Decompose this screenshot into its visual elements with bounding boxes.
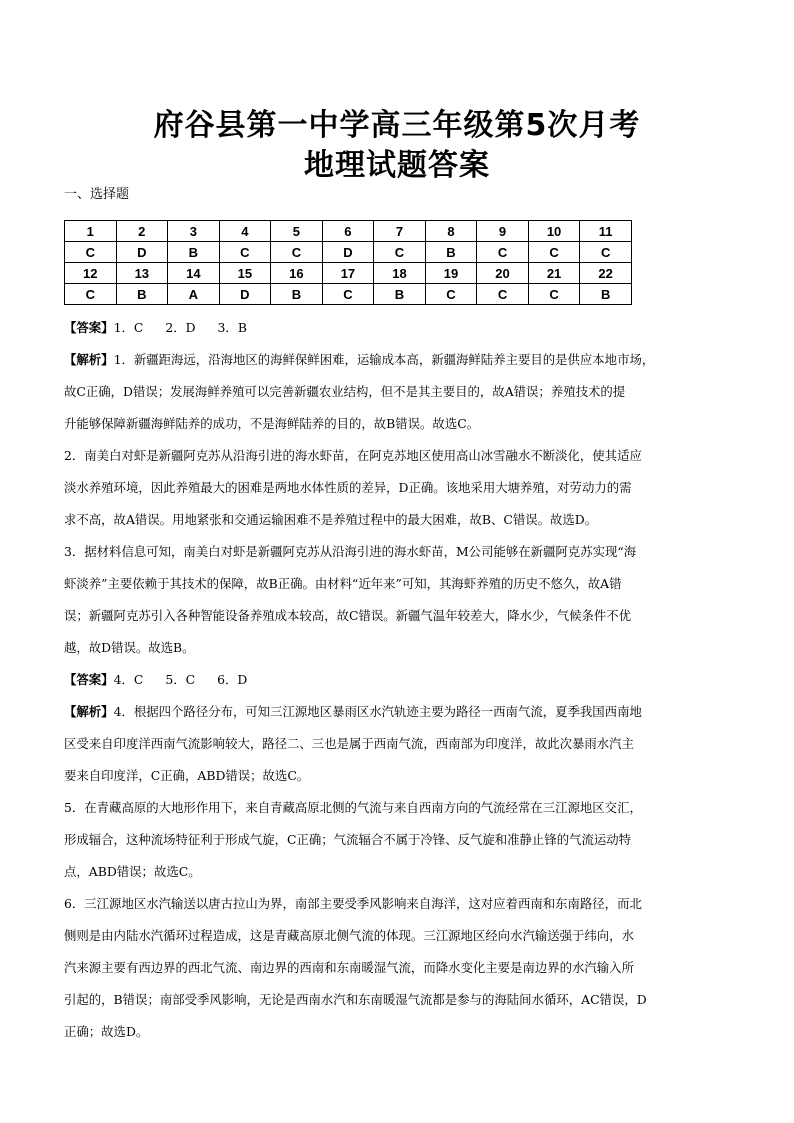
- table-cell: 15: [219, 263, 271, 284]
- analysis-line: 5．在青藏高原的大地形作用下，来自青藏高原北侧的气流与来自西南方向的气流经常在三江源地区交汇，: [64, 800, 642, 815]
- table-cell: 13: [116, 263, 168, 284]
- answer-table: [64, 220, 632, 305]
- table-row: [65, 221, 632, 242]
- page-title-line2: 地理试题答案: [304, 148, 490, 183]
- table-cell: B: [168, 242, 220, 263]
- analysis-line: 引起的，B错误；南部受季风影响，无论是西南水汽和东南暖湿气流都是参与的海陆间水循环，AC错误，D: [64, 992, 647, 1007]
- table-cell: C: [65, 284, 117, 305]
- table-cell: C: [477, 242, 529, 263]
- table-cell: 20: [477, 263, 529, 284]
- table-cell: 6: [322, 221, 374, 242]
- page-title-line1: 府谷县第一中学高三年级第5次月考: [153, 108, 641, 143]
- answer-item: 4．C: [113, 672, 144, 687]
- analysis-line: 6．三江源地区水汽输送以唐古拉山为界，南部主要受季风影响来自海洋，这对应着西南和东南路径，而北: [64, 896, 642, 911]
- table-cell: 16: [271, 263, 323, 284]
- table-cell: B: [374, 284, 426, 305]
- table-cell: B: [271, 284, 323, 305]
- analysis-line: 越，故D错误。故选B。: [64, 640, 195, 655]
- table-cell: C: [425, 284, 477, 305]
- table-cell: C: [374, 242, 426, 263]
- table-cell: 7: [374, 221, 426, 242]
- table-cell: 5: [271, 221, 323, 242]
- analysis-line: 升能够保障新疆海鲜陆养的成功，不是海鲜陆养的目的，故B错误。故选C。: [64, 416, 480, 431]
- table-cell: 18: [374, 263, 426, 284]
- table-cell: 3: [168, 221, 220, 242]
- answer-line: [64, 312, 744, 344]
- table-cell: D: [322, 242, 374, 263]
- table-cell: C: [580, 242, 632, 263]
- analysis-line: 区受来自印度洋西南气流影响较大，路径二、三也是属于西南气流，西南部为印度洋，故此次暴雨水汽主: [64, 736, 634, 751]
- analysis-label: 【解析】: [64, 352, 114, 367]
- answer-item: 6．D: [217, 672, 248, 687]
- table-cell: 17: [322, 263, 374, 284]
- table-cell: C: [477, 284, 529, 305]
- table-cell: D: [219, 284, 271, 305]
- answer-line: [64, 664, 744, 696]
- table-cell: 4: [219, 221, 271, 242]
- analysis-line: 虾淡养”主要依赖于其技术的保障，故B正确。由材料“近年来”可知，其海虾养殖的历史不悠久，故A错: [64, 576, 622, 591]
- table-cell: 2: [116, 221, 168, 242]
- analysis-line: [64, 344, 744, 376]
- table-row: [65, 284, 632, 305]
- analysis-text: 4．根据四个路径分布，可知三江源地区暴雨区水汽轨迹主要为路径一西南气流，夏季我国西南地: [113, 704, 642, 719]
- answer-label: 【答案】: [64, 320, 114, 335]
- analysis-line: 求不高，故A错误。用地紧张和交通运输困难不是养殖过程中的最大困难，故B、C错误。故选D。: [64, 512, 598, 527]
- analysis-line: 汽来源主要有西边界的西北气流、南边界的西南和东南暖湿气流，而降水变化主要是南边界的水汽输入所: [64, 960, 634, 975]
- table-cell: B: [425, 242, 477, 263]
- analysis-line: 侧则是由内陆水汽循环过程造成，这是青藏高原北侧气流的体现。三江源地区经向水汽输送强于纬向，水: [64, 928, 634, 943]
- table-cell: 22: [580, 263, 632, 284]
- analysis-line: 正确；故选D。: [64, 1024, 149, 1039]
- analysis-line: 误；新疆阿克苏引入各种智能设备养殖成本较高，故C错误。新疆气温年较差大，降水少，气候条件不优: [64, 608, 632, 623]
- analysis-text: 1．新疆距海远，沿海地区的海鲜保鲜困难，运输成本高，新疆海鲜陆养主要目的是供应本地市场，: [113, 352, 655, 367]
- answer-item: 2．D: [165, 320, 196, 335]
- table-cell: D: [116, 242, 168, 263]
- table-cell: 11: [580, 221, 632, 242]
- table-cell: A: [168, 284, 220, 305]
- section-heading: 一、选择题: [64, 187, 130, 202]
- table-cell: 12: [65, 263, 117, 284]
- table-cell: C: [219, 242, 271, 263]
- table-cell: C: [271, 242, 323, 263]
- table-cell: 9: [477, 221, 529, 242]
- table-cell: B: [580, 284, 632, 305]
- table-cell: 8: [425, 221, 477, 242]
- analysis-line: 点，ABD错误；故选C。: [64, 864, 201, 879]
- answer-item: 1．C: [113, 320, 144, 335]
- table-cell: B: [116, 284, 168, 305]
- table-cell: 10: [528, 221, 580, 242]
- answer-item: 3．B: [217, 320, 247, 335]
- analysis-label: 【解析】: [64, 704, 114, 719]
- table-cell: C: [322, 284, 374, 305]
- table-cell: C: [528, 242, 580, 263]
- table-row: [65, 242, 632, 263]
- table-cell: 14: [168, 263, 220, 284]
- answer-item: 5．C: [165, 672, 196, 687]
- table-row: [65, 263, 632, 284]
- analysis-line: [64, 696, 744, 728]
- answer-label: 【答案】: [64, 672, 114, 687]
- answer-content: [64, 312, 744, 1048]
- analysis-line: 淡水养殖环境，因此养殖最大的困难是两地水体性质的差异，D正确。该地采用大塘养殖，对劳动力的需: [64, 480, 632, 495]
- analysis-line: 要来自印度洋，C正确，ABD错误；故选C。: [64, 768, 310, 783]
- table-cell: C: [528, 284, 580, 305]
- table-cell: 1: [65, 221, 117, 242]
- analysis-line: 形成辐合，这种流场特征利于形成气旋，C正确；气流辐合不属于冷锋、反气旋和准静止锋的气流运动特: [64, 832, 632, 847]
- table-cell: 19: [425, 263, 477, 284]
- analysis-line: 故C正确，D错误；发展海鲜养殖可以完善新疆农业结构，但不是其主要目的，故A错误；养殖技术的提: [64, 384, 626, 399]
- table-cell: C: [65, 242, 117, 263]
- analysis-line: 3．据材料信息可知，南美白对虾是新疆阿克苏从沿海引进的海水虾苗，M公司能够在新疆阿克苏实现“海: [64, 544, 637, 559]
- analysis-line: 2．南美白对虾是新疆阿克苏从沿海引进的海水虾苗，在阿克苏地区使用高山冰雪融水不断淡化，使其适应: [64, 448, 642, 463]
- table-cell: 21: [528, 263, 580, 284]
